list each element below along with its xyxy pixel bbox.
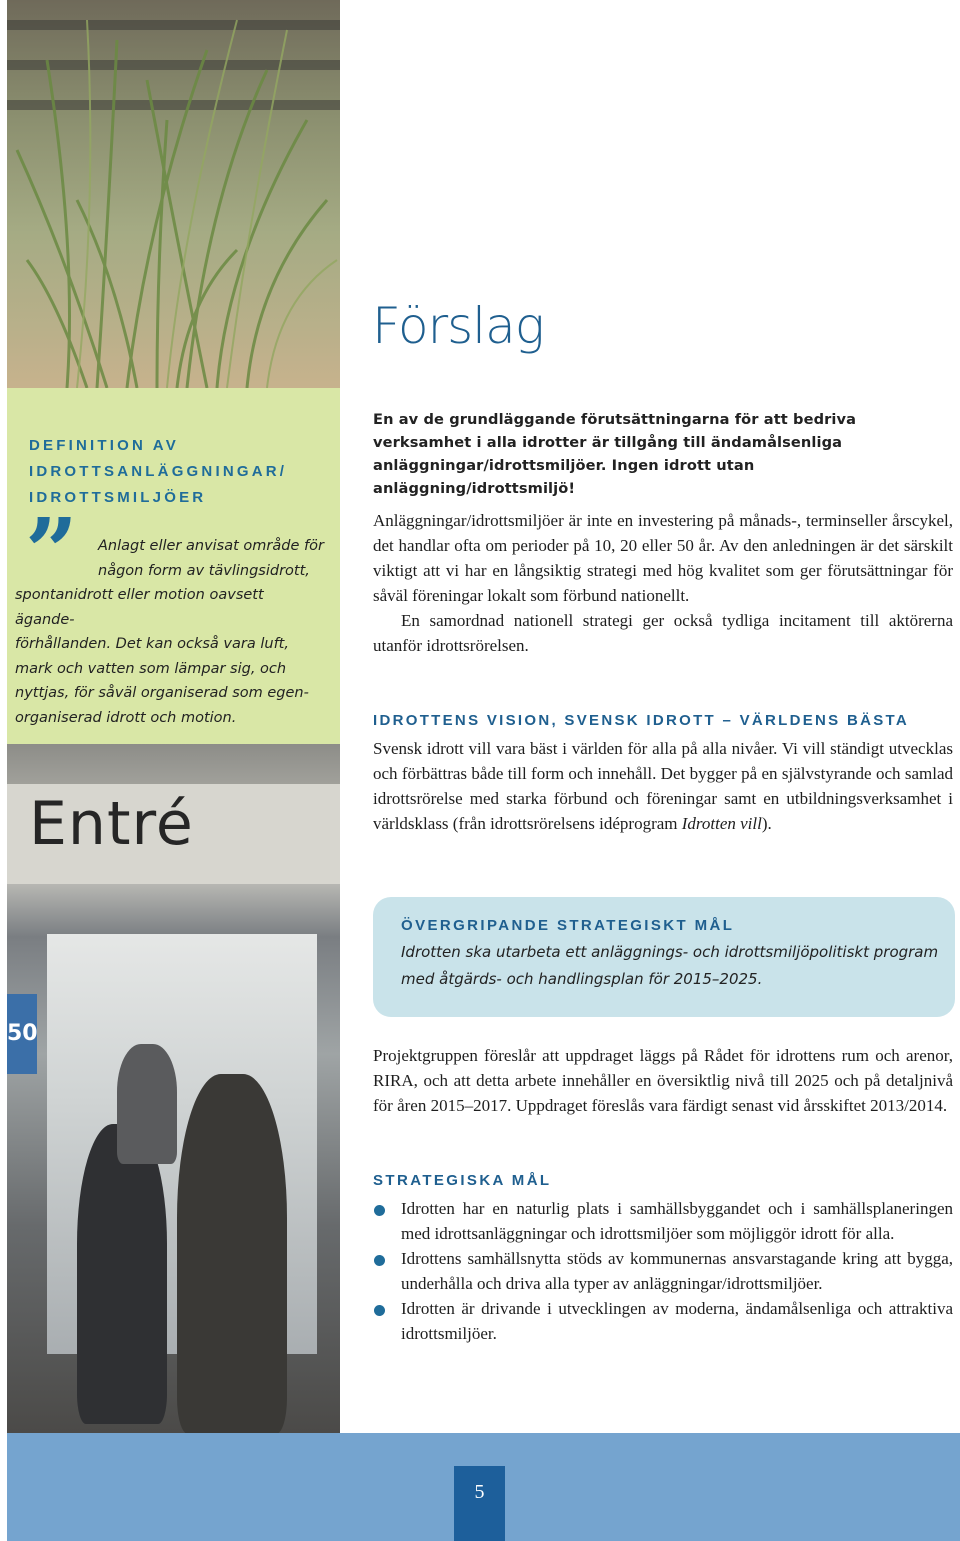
strategic-goals-list bbox=[373, 1196, 953, 1346]
quote-mark-icon: ” bbox=[25, 498, 78, 606]
list-item-text: Idrotten är drivande i utvecklingen av moderna, ändamålsenliga och attraktiva idrottsmiljöer. bbox=[401, 1299, 953, 1343]
door-label: 50 bbox=[7, 994, 37, 1074]
definition-line: organiserad idrott och motion. bbox=[15, 709, 237, 726]
list-item-text: Idrottens samhällsnytta stöds av kommunernas ansvarstagande kring att bygga, underhålla och driva alla typer av anläggningar/idrottsmiljöer. bbox=[401, 1249, 953, 1293]
person-figure bbox=[117, 1044, 177, 1164]
person-figure bbox=[77, 1124, 167, 1424]
overall-goal-heading: ÖVERGRIPANDE STRATEGISKT MÅL bbox=[401, 917, 735, 934]
definition-line: förhållanden. Det kan också vara luft, bbox=[15, 636, 289, 652]
entrance-photo bbox=[7, 744, 340, 1433]
grass-photo bbox=[7, 0, 340, 388]
definition-line: nyttjas, för såväl organiserad som egen- bbox=[15, 685, 309, 701]
page-title: Förslag bbox=[372, 297, 544, 355]
paragraph-1-part-1: Anläggningar/idrottsmiljöer är inte en investering på månads-, terminseller årscykel, det handlar ofta om perioder på 10, 20 eller 50 år. Av den anledningen är det särskilt viktigt att vi har en långsiktig strategi med hög kvalitet som ger förutsättningar för såväl föreningar lokalt som förbund nationellt. bbox=[373, 511, 953, 605]
definition-text bbox=[15, 534, 325, 730]
vision-text-end: ). bbox=[761, 814, 772, 833]
definition-line: Anlagt eller anvisat område för bbox=[98, 538, 324, 554]
entrance-sign-text: Entré bbox=[29, 789, 194, 859]
person-figure bbox=[177, 1074, 287, 1433]
definition-heading-line: IDROTTSMILJÖER bbox=[29, 489, 207, 506]
bullet-icon bbox=[374, 1255, 385, 1266]
list-item bbox=[373, 1196, 953, 1246]
vision-heading: IDROTTENS VISION, SVENSK IDROTT – VÄRLDENS BÄSTA bbox=[373, 712, 909, 729]
page-number: 5 bbox=[454, 1466, 505, 1541]
bullet-icon bbox=[374, 1305, 385, 1316]
vision-text-italic: Idrotten vill bbox=[681, 814, 762, 833]
definition-line: någon form av tävlingsidrott, bbox=[98, 562, 310, 579]
bullet-icon bbox=[374, 1205, 385, 1216]
paragraph-1 bbox=[373, 508, 953, 658]
paragraph-3: Projektgruppen föreslår att uppdraget läggs på Rådet för idrottens rum och arenor, RIRA, och att detta arbete innehåller en översiktlig nivå till 2025 och på detaljnivå för åren 2015–2017. Uppdraget föreslås vara färdigt senast vid årsskiftet 2013/2014. bbox=[373, 1046, 953, 1115]
definition-line: mark och vatten som lämpar sig, och bbox=[15, 660, 287, 677]
definition-box bbox=[7, 388, 340, 744]
overall-goal-text: Idrotten ska utarbeta ett anläggnings- och idrottsmiljöpolitiskt program med åtgärds- och handlingsplan för 2015–2025. bbox=[401, 943, 939, 988]
intro-text: En av de grundläggande förutsättningarna för att bedriva verksamhet i alla idrotter är tillgång till ändamålsenliga anläggningar/idrottsmiljöer. Ingen idrott utan anläggning/idrottsmiljö! bbox=[373, 411, 857, 497]
list-item-text: Idrotten har en naturlig plats i samhällsbyggandet och i samhällsplaneringen med idrottsanläggningar och idrottsmiljöer som möjliggör idrott för alla. bbox=[401, 1199, 953, 1243]
overall-goal-box bbox=[373, 897, 955, 1017]
paragraph-1-part-2: En samordnad nationell strategi ger också tydliga incitament till aktörerna utanför idrottsrörelsen. bbox=[373, 611, 953, 655]
definition-heading-line: DEFINITION AV bbox=[29, 437, 179, 454]
list-item bbox=[373, 1296, 953, 1346]
strategic-goals-heading: STRATEGISKA MÅL bbox=[373, 1172, 552, 1189]
vision-text-main: Svensk idrott vill vara bäst i världen för alla på alla nivåer. Vi vill ständigt utvecklas och förbättras både till form och innehåll. Det bygger på en självstyrande och samlad idrottsrörelse med starka förbund och föreningar samt en utbildningsverksamhet i världsklass (från idrottsrörelsens idéprogram bbox=[373, 739, 953, 833]
list-item bbox=[373, 1246, 953, 1296]
grass-blades-graphic bbox=[7, 0, 340, 388]
vision-text bbox=[373, 736, 953, 836]
definition-line: spontanidrott eller motion oavsett ägande- bbox=[15, 587, 264, 628]
definition-heading-line: IDROTTSANLÄGGNINGAR/ bbox=[29, 463, 288, 480]
